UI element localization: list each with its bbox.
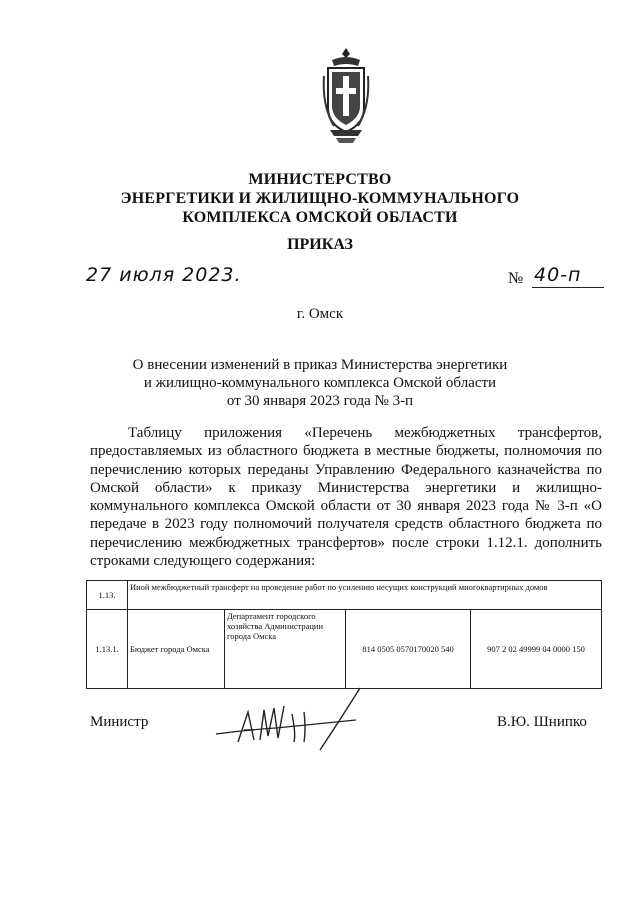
number-underline [532,287,604,288]
department-cell: Департамент городского хозяйства Администрации города Омска [225,610,346,689]
order-date: 27 июля 2023. [86,264,242,286]
order-title [90,356,550,410]
row-number: 1.13. [87,581,128,610]
ministry-line: МИНИСТЕРСТВО [248,171,392,188]
title-line: от 30 января 2023 года № 3-п [226,393,414,409]
signatory-name: В.Ю. Шнипко [497,714,587,730]
number-sign: № [508,270,524,287]
table-row [87,610,602,689]
doc-type: ПРИКАЗ [287,236,353,253]
table-row [87,581,602,610]
row-description: Иной межбюджетный трансферт на проведение работ по усилению несущих конструкций многоквартирных домов [128,581,602,610]
amendment-table [86,580,602,689]
code-cell: 814 0505 0570170020 540 [346,610,471,689]
code-cell: 907 2 02 49999 04 0000 150 [471,610,602,689]
ministry-name [0,170,640,227]
coat-of-arms-icon [322,46,370,146]
body-paragraph: Таблицу приложения «Перечень межбюджетных трансфертов, предоставляемых из областного бюджета в местные бюджеты, полномочия по перечислению которых переданы Управлению Федерального казначейства по Омской области» к приказу Министерства энергетики и жилищно-коммунального комплекса Омской области от 30 января 2023 года № 3-п «О передаче в 2023 году полномочий получателя средств областного бюджета по перечислению межбюджетных трансфертов» после строки 1.12.1. дополнить строками следующего содержания: [90,425,602,570]
city: г. Омск [296,306,344,322]
ministry-line: КОМПЛЕКСА ОМСКОЙ ОБЛАСТИ [182,209,458,226]
row-number: 1.13.1. [87,610,128,689]
signatory-title: Министр [90,714,149,730]
title-line: О внесении изменений в приказ Министерства энергетики [132,357,508,373]
ministry-line: ЭНЕРГЕТИКИ И ЖИЛИЩНО-КОММУНАЛЬНОГО [120,190,520,207]
order-number: 40-п [534,264,582,286]
title-line: и жилищно-коммунального комплекса Омской области [143,375,497,391]
budget-cell: Бюджет города Омска [128,610,225,689]
handwritten-signature [210,684,370,754]
